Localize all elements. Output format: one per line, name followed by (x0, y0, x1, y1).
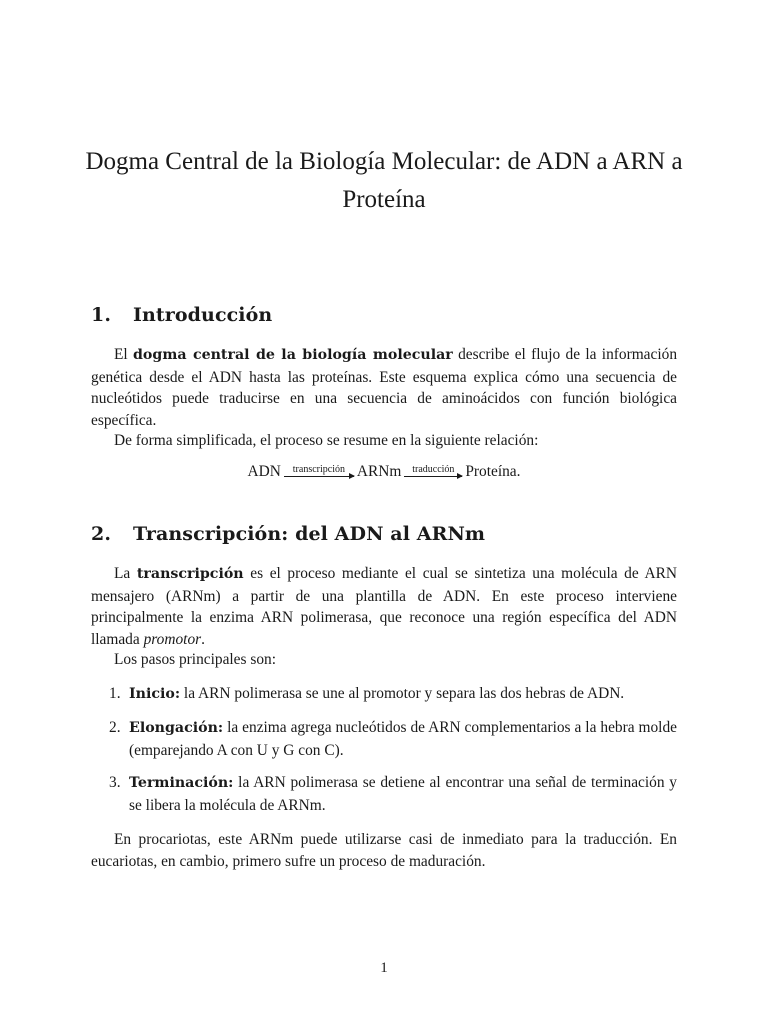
section-number: 1. (91, 304, 112, 326)
intro-bold-term: dogma central de la biología molecular (133, 347, 453, 363)
right-arrow-icon (404, 476, 462, 477)
flow-adn: ADN (247, 463, 281, 480)
arrow-label-traduccion: traducción (412, 464, 455, 475)
transcription-bold-term: transcripción (136, 566, 244, 582)
transcription-lead: La (114, 565, 137, 582)
flow-arnm: ARNm (356, 463, 402, 480)
arrow-label-transcripcion: transcripción (292, 464, 345, 475)
section-title: Introducción (133, 304, 273, 326)
step-text: la enzima agrega nucleótidos de ARN complementarios a la hebra molde (emparejando A con U y G con C). (129, 719, 677, 759)
right-arrow-icon (284, 476, 354, 477)
list-item-number: 3. (109, 774, 121, 791)
page-number: 1 (380, 960, 388, 976)
intro-lead: El (114, 346, 134, 363)
intro-paragraph (91, 344, 677, 431)
section-heading-introduccion (91, 304, 272, 326)
steps-intro-sentence: Los pasos principales son: (114, 651, 277, 668)
closing-paragraph: En procariotas, este ARNm puede utilizarse casi de inmediato para la traducción. En eucariotas, en cambio, primero sufre un proceso de maduración. (91, 831, 677, 870)
step-text: la ARN polimerasa se une al promotor y separa las dos hebras de ADN. (180, 685, 625, 702)
promotor-term: promotor (143, 630, 202, 648)
step-label: Terminación: (129, 775, 234, 791)
central-dogma-relation (91, 462, 677, 492)
transcription-paragraph (91, 563, 677, 650)
transcription-body: es el proceso mediante el cual se sintetiza una molécula de ARN mensajero (ARNm) a partir de una plantilla de ADN. En este proceso interviene principalmente la enzima ARN polimerasa, que reconoce una región específica del ADN llamada (91, 565, 677, 648)
arrow-transcripcion (284, 464, 354, 477)
step-label: Elongación: (129, 720, 224, 736)
list-item (91, 717, 677, 761)
section-number: 2. (91, 523, 112, 545)
list-item-number: 2. (109, 719, 121, 736)
arrow-traduccion (404, 464, 462, 477)
step-text: la ARN polimerasa se detiene al encontrar una señal de terminación y se libera la molécula de ARNm. (129, 774, 677, 814)
section-heading-transcripcion (91, 523, 485, 545)
list-item (91, 772, 677, 816)
list-item-number: 1. (109, 685, 121, 702)
flow-proteina: Proteína. (465, 463, 521, 480)
transcription-end: . (201, 630, 206, 648)
intro-rest: describe el flujo de la información genética desde el ADN hasta las proteínas. Este esquema explica cómo una secuencia de nucleótidos puede traducirse en una secuencia de aminoácidos con función biológica específica. (91, 346, 678, 429)
section-title: Transcripción: del ADN al ARNm (133, 523, 486, 545)
list-item (91, 683, 677, 706)
document-title: Dogma Central de la Biología Molecular: de ADN a ARN a Proteína (85, 148, 683, 213)
step-label: Inicio: (129, 686, 181, 702)
intro-summary-sentence: De forma simplificada, el proceso se resume en la siguiente relación: (114, 432, 539, 449)
